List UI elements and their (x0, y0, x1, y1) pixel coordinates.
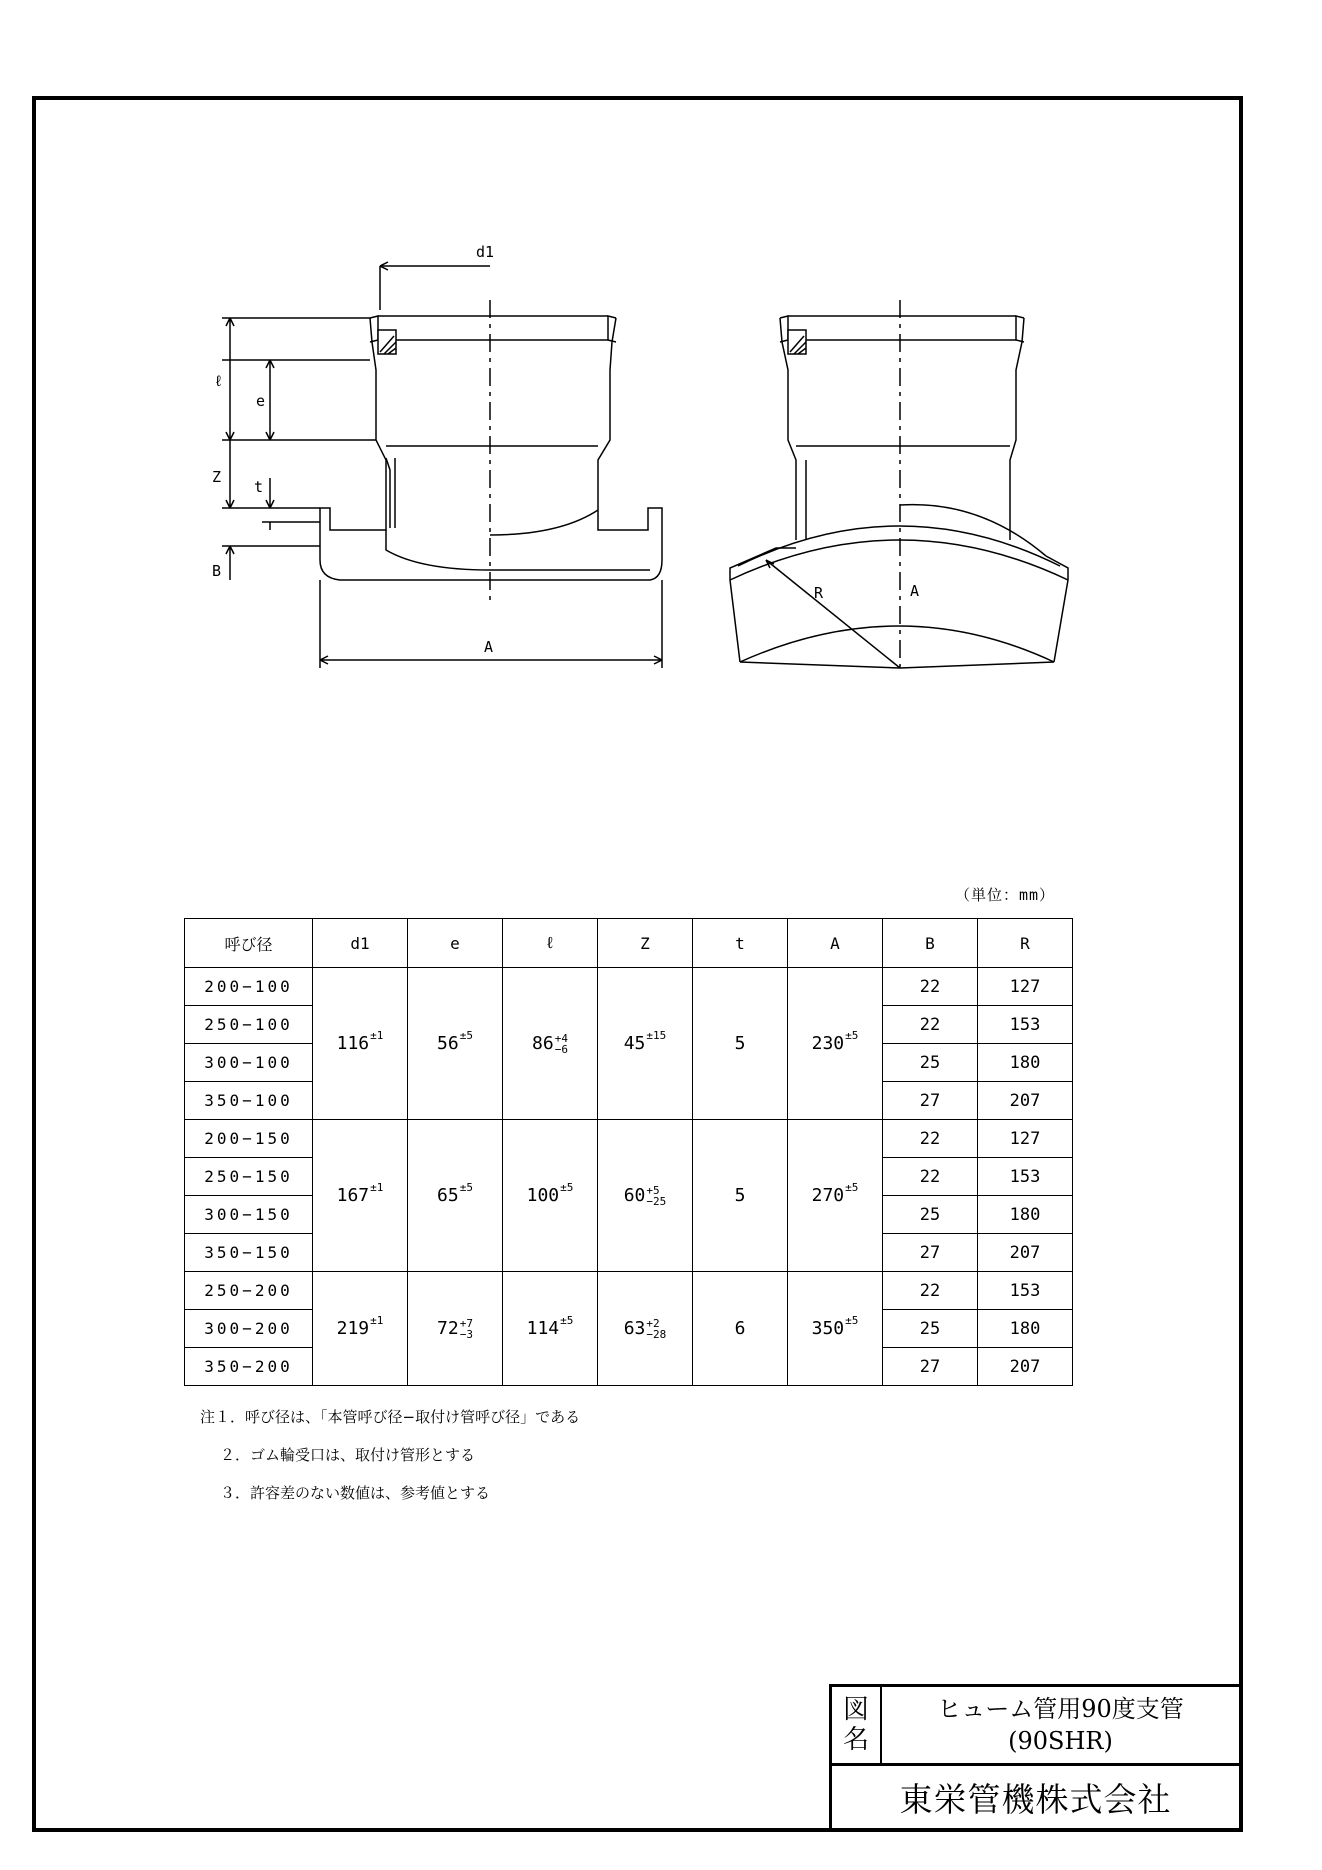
l-cell: 86 +4 −6 (503, 968, 598, 1120)
header-t: t (693, 919, 788, 968)
b-cell: 27 (883, 1082, 978, 1120)
e-cell: $56^{\pm 5}$ (408, 968, 503, 1120)
size-cell: 200−150 (185, 1120, 313, 1158)
dim-label-b: B (212, 562, 222, 580)
header-l: ℓ (503, 919, 598, 968)
b-cell: 22 (883, 1158, 978, 1196)
note-3: ３．許容差のない数値は、参考値とする (220, 1484, 491, 1502)
t-cell: 5 (693, 1120, 788, 1272)
r-cell: 153 (978, 1272, 1073, 1310)
d1-cell: $116^{\pm 1}$ (313, 968, 408, 1120)
d1-cell: $167^{\pm 1}$ (313, 1120, 408, 1272)
technical-drawing (0, 0, 1322, 760)
header-b: B (883, 919, 978, 968)
dim-label-l: ℓ (214, 372, 224, 390)
b-cell: 22 (883, 968, 978, 1006)
size-cell: 250−150 (185, 1158, 313, 1196)
size-cell: 350−100 (185, 1082, 313, 1120)
dimension-table (184, 918, 1073, 1386)
table-row (185, 1272, 1073, 1310)
title-line-2: (90SHR) (1008, 1727, 1113, 1755)
dim-label-a-right: A (910, 582, 920, 600)
dim-label-a: A (484, 638, 494, 656)
l-cell: $100^{\pm 5}$ (503, 1120, 598, 1272)
e-cell: 72 +7 −3 (408, 1272, 503, 1386)
notes (200, 1398, 580, 1512)
z-cell: 63 +2 −28 (598, 1272, 693, 1386)
b-cell: 22 (883, 1120, 978, 1158)
b-cell: 25 (883, 1310, 978, 1348)
header-r: R (978, 919, 1073, 968)
t-cell: 5 (693, 968, 788, 1120)
size-cell: 350−200 (185, 1348, 313, 1386)
size-cell: 300−150 (185, 1196, 313, 1234)
header-size: 呼び径 (185, 919, 313, 968)
label-bottom: 名 (842, 1725, 869, 1755)
a-cell: $270^{\pm 5}$ (788, 1120, 883, 1272)
table-row (185, 1120, 1073, 1158)
header-e: e (408, 919, 503, 968)
table-header-row (185, 919, 1073, 968)
b-cell: 27 (883, 1234, 978, 1272)
size-cell: 300−100 (185, 1044, 313, 1082)
z-cell: $45^{\pm 15}$ (598, 968, 693, 1120)
r-cell: 180 (978, 1310, 1073, 1348)
r-cell: 127 (978, 968, 1073, 1006)
b-cell: 25 (883, 1196, 978, 1234)
dim-label-e: e (256, 392, 266, 410)
unit-note: （単位：mm） (955, 886, 1056, 904)
b-cell: 27 (883, 1348, 978, 1386)
l-cell: $114^{\pm 5}$ (503, 1272, 598, 1386)
dim-label-r: R (814, 584, 824, 602)
size-cell: 250−100 (185, 1006, 313, 1044)
r-cell: 180 (978, 1044, 1073, 1082)
r-cell: 180 (978, 1196, 1073, 1234)
size-cell: 250−200 (185, 1272, 313, 1310)
header-a: A (788, 919, 883, 968)
r-cell: 153 (978, 1158, 1073, 1196)
note-2: ２．ゴム輪受口は、取付け管形とする (220, 1446, 476, 1464)
dim-label-d1: d1 (476, 243, 495, 261)
e-cell: $65^{\pm 5}$ (408, 1120, 503, 1272)
b-cell: 22 (883, 1272, 978, 1310)
b-cell: 25 (883, 1044, 978, 1082)
t-cell: 6 (693, 1272, 788, 1386)
z-cell: 60 +5 −25 (598, 1120, 693, 1272)
label-top: 図 (842, 1695, 869, 1725)
left-view (222, 262, 662, 668)
r-cell: 153 (978, 1006, 1073, 1044)
r-cell: 207 (978, 1348, 1073, 1386)
a-cell: $230^{\pm 5}$ (788, 968, 883, 1120)
size-cell: 300−200 (185, 1310, 313, 1348)
d1-cell: $219^{\pm 1}$ (313, 1272, 408, 1386)
note-1: 注１．呼び径は、「本管呼び径−取付け管呼び径」である (200, 1408, 581, 1426)
right-view (730, 300, 1068, 670)
b-cell: 22 (883, 1006, 978, 1044)
company-name: 東栄管機株式会社 (832, 1763, 1239, 1828)
size-cell: 200−100 (185, 968, 313, 1006)
r-cell: 207 (978, 1082, 1073, 1120)
size-cell: 350−150 (185, 1234, 313, 1272)
dim-label-z: Z (212, 468, 222, 486)
header-z: Z (598, 919, 693, 968)
drawing-title (882, 1687, 1239, 1763)
title-line-1: ヒューム管用90度支管 (937, 1695, 1184, 1723)
title-block-label (832, 1687, 882, 1763)
r-cell: 207 (978, 1234, 1073, 1272)
title-block (829, 1684, 1239, 1828)
r-cell: 127 (978, 1120, 1073, 1158)
header-d1: d1 (313, 919, 408, 968)
table-row (185, 968, 1073, 1006)
a-cell: $350^{\pm 5}$ (788, 1272, 883, 1386)
dim-label-t: t (254, 478, 264, 496)
